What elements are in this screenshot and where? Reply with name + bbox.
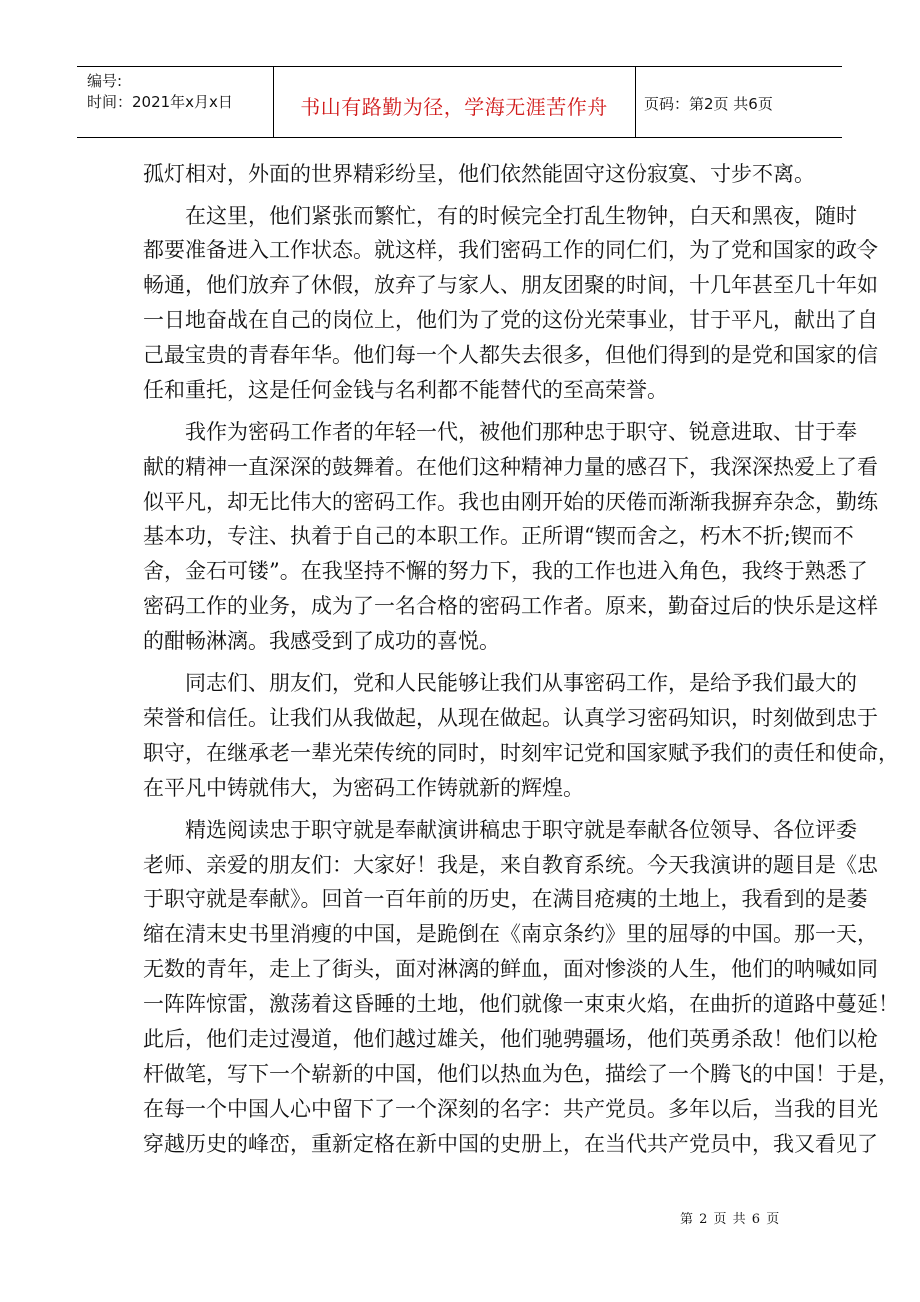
page-header <box>77 66 842 138</box>
body-line: 都要准备进入工作状态。就这样，我们密码工作的同仁们，为了党和国家的政令 <box>143 238 878 262</box>
body-line: 老师、亲爱的朋友们：大家好！我是，来自教育系统。今天我演讲的题目是《忠 <box>143 853 878 877</box>
body-line: 精选阅读忠于职守就是奉献演讲稿忠于职守就是奉献各位领导、各位评委 <box>143 818 857 842</box>
document-number-label: 编号: <box>87 72 123 90</box>
body-line: 畅通，他们放弃了休假，放弃了与家人、朋友团聚的时间，十几年甚至几十年如 <box>143 273 878 297</box>
body-line: 我作为密码工作者的年轻一代，被他们那种忠于职守、锐意进取、甘于奉 <box>143 420 857 444</box>
header-motto-cell <box>273 67 636 137</box>
body-line: 无数的青年，走上了街头，面对淋漓的鲜血，面对惨淡的人生，他们的呐喊如同 <box>143 957 878 981</box>
body-line: 缩在清末史书里消瘦的中国，是跪倒在《南京条约》里的屈辱的中国。那一天， <box>143 922 878 946</box>
body-line: 舍，金石可镂”。在我坚持不懈的努力下，我的工作也进入角色，我终于熟悉了 <box>143 559 868 583</box>
document-time-label: 时间：2021年x月x日 <box>87 93 233 111</box>
body-line: 任和重托，这是任何金钱与名利都不能替代的至高荣誉。 <box>143 378 668 402</box>
body-line: 一阵阵惊雷，激荡着这昏睡的土地，他们就像一束束火焰，在曲折的道路中蔓延！ <box>143 992 899 1016</box>
body-line: 于职守就是奉献》。回首一百年前的历史，在满目疮痍的土地上，我看到的是萎 <box>143 887 868 911</box>
header-motto: 书山有路勤为径，学海无涯苦作舟 <box>300 95 608 119</box>
body-line: 穿越历史的峰峦，重新定格在新中国的史册上，在当代共产党员中，我又看见了 <box>143 1132 878 1156</box>
body-line: 孤灯相对，外面的世界精彩纷呈，他们依然能固守这份寂寞、寸步不离。 <box>143 162 815 186</box>
body-line: 在每一个中国人心中留下了一个深刻的名字：共产党员。多年以后，当我的目光 <box>143 1097 878 1121</box>
body-line: 的酣畅淋漓。我感受到了成功的喜悦。 <box>143 629 500 653</box>
body-line: 此后，他们走过漫道，他们越过雄关，他们驰骋疆场，他们英勇杀敌！他们以枪 <box>143 1027 878 1051</box>
body-line: 杆做笔，写下一个崭新的中国，他们以热血为色，描绘了一个腾飞的中国！于是， <box>143 1062 899 1086</box>
body-line: 在这里，他们紧张而繁忙，有的时候完全打乱生物钟，白天和黑夜，随时 <box>143 204 857 228</box>
header-page-cell <box>636 67 842 137</box>
body-line: 基本功，专注、执着于自己的本职工作。正所谓“锲而舍之，朽木不折;锲而不 <box>143 524 854 548</box>
body-line: 己最宝贵的青春年华。他们每一个人都失去很多，但他们得到的是党和国家的信 <box>143 343 878 367</box>
body-line: 一日地奋战在自己的岗位上，他们为了党的这份光荣事业，甘于平凡，献出了自 <box>143 308 878 332</box>
body-line: 献的精神一直深深的鼓舞着。在他们这种精神力量的感召下，我深深热爱上了看 <box>143 455 878 479</box>
body-line: 似平凡，却无比伟大的密码工作。我也由刚开始的厌倦而渐渐我摒弃杂念，勤练 <box>143 490 878 514</box>
body-line: 职守，在继承老一辈光荣传统的同时，时刻牢记党和国家赋予我们的责任和使命， <box>143 741 899 765</box>
body-line: 在平凡中铸就伟大，为密码工作铸就新的辉煌。 <box>143 776 584 800</box>
body-line: 密码工作的业务，成为了一名合格的密码工作者。原来，勤奋过后的快乐是这样 <box>143 594 878 618</box>
body-line: 同志们、朋友们，党和人民能够让我们从事密码工作，是给予我们最大的 <box>143 671 857 695</box>
page-footer: 第 2 页 共 6 页 <box>680 1212 781 1227</box>
header-info-cell <box>77 67 274 137</box>
header-page-info: 页码：第2页 共6页 <box>644 95 773 113</box>
body-line: 荣誉和信任。让我们从我做起，从现在做起。认真学习密码知识，时刻做到忠于 <box>143 706 878 730</box>
